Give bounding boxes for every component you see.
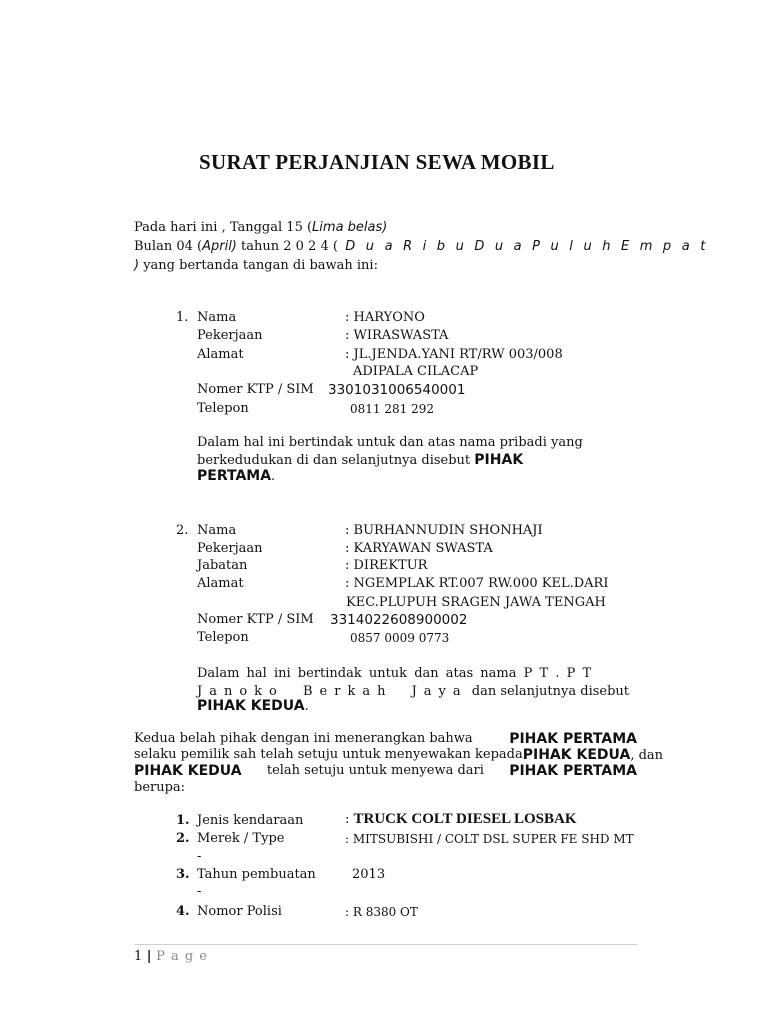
agreement-line-2 [134, 747, 664, 763]
agreement-text-1: Kedua belah pihak dengan ini menerangkan bahwa [134, 731, 473, 746]
party-2-period: . [304, 699, 309, 714]
party-2-statement-text: dan selanjutnya disebut [471, 684, 630, 699]
page-separator: | [142, 949, 157, 964]
page-footer [134, 949, 208, 964]
intro-closing-text: yang bertanda tangan di bawah ini: [139, 258, 378, 273]
party-2-pekerjaan: : KARYAWAN SWASTA [345, 541, 493, 556]
party-1-label-alamat: Alamat [197, 347, 244, 362]
party-2-number: 2. [176, 523, 189, 538]
party-1-alamat-line-2: ADIPALA CILACAP [353, 364, 479, 379]
vehicle-item-2-number: 2. [176, 831, 190, 846]
party-2-company-name: Janoko Berkah Jaya [197, 684, 468, 699]
party-1-pekerjaan: : WIRASWASTA [345, 328, 449, 343]
party-1-statement-line-1: Dalam hal ini bertindak untuk dan atas nama pribadi yang [197, 435, 583, 450]
page-number: 1 [134, 949, 143, 964]
agreement-pihak-pertama-2: PIHAK PERTAMA [509, 763, 637, 779]
party-1-label-telepon: Telepon [197, 401, 249, 416]
party-1-telepon: 0811 281 292 [350, 402, 434, 416]
vehicle-item-1-label: Jenis kendaraan [197, 813, 304, 828]
party-2-statement-line-2 [197, 684, 629, 699]
intro-month-text: Bulan 04 ( [134, 239, 203, 254]
vehicle-item-1-colon: : [345, 812, 354, 827]
vehicle-nomor-polisi: : R 8380 OT [345, 905, 418, 919]
intro-line-2 [134, 239, 709, 254]
vehicle-item-1-number: 1. [176, 813, 190, 828]
vehicle-item-3-label: Tahun pembuatan [197, 867, 316, 882]
party-2-statement-line-1: Dalam hal ini bertindak untuk dan atas nama P T . P T [197, 666, 592, 681]
vehicle-dash-2: - [197, 884, 202, 899]
intro-year-text: tahun 2 0 2 4 ( [236, 239, 338, 254]
party-2-label-telepon: Telepon [197, 630, 249, 645]
party-2-alamat-line-1: : NGEMPLAK RT.007 RW.000 KEL.DARI [345, 576, 609, 591]
party-2-pihak-kedua-label: PIHAK KEDUA [197, 698, 305, 714]
vehicle-item-4-label: Nomor Polisi [197, 904, 282, 919]
agreement-line-1 [134, 731, 637, 747]
footer-divider [134, 944, 637, 945]
agreement-pihak-pertama-1: PIHAK PERTAMA [509, 731, 637, 747]
document-title: SURAT PERJANJIAN SEWA MOBIL [199, 150, 555, 174]
party-1-label-pekerjaan: Pekerjaan [197, 328, 263, 343]
vehicle-item-4-number: 4. [176, 904, 190, 919]
party-2-nama: : BURHANNUDIN SHONHAJI [345, 523, 543, 538]
intro-paren: ) [134, 258, 140, 273]
party-2-label-alamat: Alamat [197, 576, 244, 591]
intro-date-words: Lima belas) [312, 220, 388, 235]
party-2-jabatan: : DIREKTUR [345, 558, 428, 573]
party-1-statement-text: berkedudukan di dan selanjutnya disebut [197, 453, 471, 468]
party-1-label-ktp: Nomer KTP / SIM [197, 382, 314, 397]
party-1-ktp: 3301031006540001 [328, 382, 466, 398]
party-2-ktp: 3314022608900002 [330, 612, 468, 628]
intro-date-text: Pada hari ini , Tanggal 15 ( [134, 220, 313, 235]
party-2-label-nama: Nama [197, 523, 237, 538]
party-1-label-nama: Nama [197, 310, 237, 325]
party-1-number: 1. [176, 310, 189, 325]
party-1-statement-line-3 [197, 468, 275, 484]
vehicle-jenis: TRUCK COLT DIESEL LOSBAK [353, 811, 577, 827]
party-1-nama: : HARYONO [345, 310, 425, 325]
agreement-text-4: telah setuju untuk menyewa dari [266, 763, 484, 778]
party-2-telepon: 0857 0009 0773 [350, 631, 450, 645]
agreement-pihak-kedua-1: PIHAK KEDUA [522, 747, 631, 763]
vehicle-dash-1: - [197, 849, 202, 864]
party-2-alamat-line-2: KEC.PLUPUH SRAGEN JAWA TENGAH [346, 595, 606, 610]
party-2-label-ktp: Nomer KTP / SIM [197, 612, 314, 627]
party-1-alamat-line-1: : JL.JENDA.YANI RT/RW 003/008 [345, 347, 563, 362]
intro-month-word: April) [202, 239, 237, 254]
vehicle-tahun: 2013 [352, 867, 386, 882]
party-1-pihak-label: PIHAK [474, 452, 524, 468]
intro-line-1 [134, 220, 387, 235]
party-1-statement-line-2 [197, 452, 523, 468]
vehicle-item-2-label: Merek / Type [197, 831, 285, 846]
party-2-statement-line-3 [197, 698, 309, 714]
vehicle-item-3-number: 3. [176, 867, 190, 882]
page-word: P a g e [156, 949, 208, 964]
party-2-label-jabatan: Jabatan [197, 558, 248, 573]
agreement-text-3: , dan [630, 748, 664, 763]
party-2-label-pekerjaan: Pekerjaan [197, 541, 263, 556]
agreement-text-2: selaku pemilik sah telah setuju untuk menyewakan kepada [134, 747, 523, 762]
agreement-pihak-kedua-2: PIHAK KEDUA [134, 763, 242, 779]
party-1-period: . [271, 469, 276, 484]
agreement-line-4: berupa: [134, 780, 186, 795]
vehicle-item-1-value [345, 811, 577, 828]
vehicle-merek-type: : MITSUBISHI / COLT DSL SUPER FE SHD MT [345, 832, 634, 846]
intro-line-3 [134, 258, 378, 273]
party-1-pertama-label: PERTAMA [197, 468, 272, 484]
agreement-line-3 [134, 763, 637, 779]
intro-year-words: D u a R i b u D u a P u l u h E m p a t [337, 239, 709, 254]
